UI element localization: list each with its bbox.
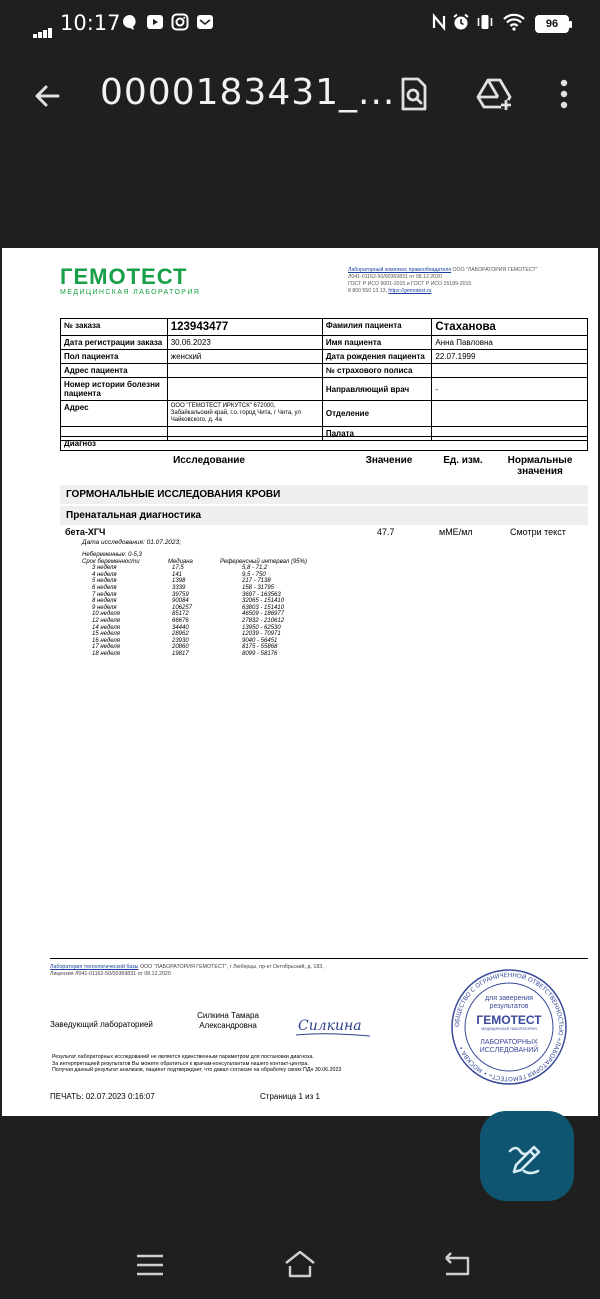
reference-row: 9 неделя 106257 63803 - 151410 bbox=[92, 604, 285, 611]
head-of-lab-label: Заведующий лабораторией bbox=[50, 1020, 153, 1029]
youtube-icon bbox=[146, 13, 164, 31]
test-date: Дата исследования: 01.07.2023; bbox=[82, 539, 181, 546]
back-nav-icon[interactable] bbox=[440, 1248, 474, 1282]
license-info: Лабораторный комплекс правообладателя ООО "ЛАБОРАТОРИЯ ГЕМОТЕСТ" Л041-01162-50/00369831 от 08.12.2020 ГОСТ Р ИСО 9001-2015 и ГОСТ Р ИСО 15189-2015 8 800 550 13 13, https://gemotest.ru bbox=[348, 267, 538, 294]
svg-text:ОБЩЕСТВО С ОГРАНИЧЕННОЙ ОТВЕТС: ОБЩЕСТВО С ОГРАНИЧЕННОЙ ОТВЕТСТВЕННОСТЬЮ «ЛАБОРАТОРИЯ ГЕМОТЕСТ» • МОСКВА • bbox=[453, 971, 565, 1083]
svg-text:МЕДИЦИНСКАЯ ЛАБОРАТОРИЯ: МЕДИЦИНСКАЯ ЛАБОРАТОРИЯ bbox=[481, 1027, 537, 1031]
more-vert-icon[interactable] bbox=[544, 74, 584, 114]
reference-row: 12 неделя 66676 27832 - 210612 bbox=[92, 617, 285, 624]
registration-date: 30.06.2023 bbox=[167, 336, 322, 350]
menu-icon[interactable] bbox=[133, 1248, 167, 1282]
reference-row: 8 неделя 90084 32065 - 151410 bbox=[92, 598, 285, 605]
referring-doctor: - bbox=[432, 378, 588, 401]
patient-info-table: № заказа 123943477 Фамилия пациента Стаханова Дата регистрации заказа 30.06.2023 Имя пациента Анна Павловна Пол пациента женский Дата рождения пациента 22.07.1999 Адрес пациента № страхового полиса Номер истории болезни пациента Направляющий врач - Адрес ООО "ГЕМОТЕСТ ИРКУТСК" 672000, Забайкальский край, г.о. город Чита, г Чита, ул Чайковского, д. 4а Отделение Палата bbox=[60, 318, 588, 441]
order-number: 123943477 bbox=[170, 321, 229, 333]
reference-row: 16 неделя 23930 9040 - 56451 bbox=[92, 637, 278, 644]
drive-add-icon[interactable] bbox=[474, 74, 514, 114]
signature bbox=[294, 1010, 374, 1040]
instagram-icon bbox=[171, 13, 189, 31]
chat-icon bbox=[121, 13, 139, 31]
svg-text:Силкина: Силкина bbox=[298, 1018, 362, 1034]
reference-row: 15 неделя 28962 12039 - 70971 bbox=[92, 631, 281, 638]
patient-surname: Стаханова bbox=[435, 321, 496, 333]
reference-row: 3 неделя 17,5 5,8 - 71,2 bbox=[92, 565, 268, 572]
patient-dob: 22.07.1999 bbox=[432, 350, 588, 364]
col-study: Исследование bbox=[173, 455, 245, 466]
reference-row: 10 неделя 85172 46509 - 186977 bbox=[92, 611, 285, 618]
reference-row: 5 неделя 1398 217 - 7138 bbox=[92, 578, 271, 585]
reference-table: Небеременные: 0-5,3 Срок беременности Медиана Референсный интервал (95%) 3 неделя 17,5 5,8 - 71,2 4 неделя 141 9,5 - 750 5 неделя 1398 217 - 7138 6 неделя 3339 158 - 31795 7 неделя 39759 3697 - 163563 8 неделя 90084 32065 - 151410 9 неделя 106257 63803 - 151410 10 неделя 85172 46509 - 186977 12 неделя 66676 27832 - 210612 14 неделя 34440 13950 - 62530 15 неделя 28962 12039 - 70971 16 неделя 23930 9040 - 56451 17 неделя 20860 8175 - 55868 18 неделя 19817 8099 - 58176 bbox=[82, 552, 307, 657]
reference-row: 14 неделя 34440 13950 - 62530 bbox=[92, 624, 281, 631]
svg-text:для заверения: для заверения bbox=[485, 995, 533, 1002]
col-normal: Нормальные значения bbox=[507, 455, 573, 477]
col-unit: Ед. изм. bbox=[443, 455, 483, 466]
reference-row: 18 неделя 19817 8099 - 58176 bbox=[92, 650, 278, 657]
home-icon[interactable] bbox=[283, 1248, 317, 1282]
patient-sex: женский bbox=[167, 350, 322, 364]
nfc-icon bbox=[430, 13, 448, 31]
mail-icon bbox=[196, 13, 214, 31]
disclaimer: Результат лабораторных исследований не является единственным параметром для постановки диагноза. За интерпретацией результатов Вы можете обратиться к врачам-консультантам нашего контакт-центра. Получая данный результат анализов, пациент подтверждает, что давал согласие на обработку своих ПДн 30.06.2023 bbox=[52, 1054, 342, 1074]
battery-icon: 96 bbox=[535, 15, 569, 33]
reference-row: 7 неделя 39759 3697 - 163563 bbox=[92, 591, 281, 598]
vibrate-icon bbox=[476, 13, 494, 31]
back-arrow-icon[interactable] bbox=[28, 76, 68, 116]
system-nav-bar bbox=[0, 1240, 600, 1299]
print-date: ПЕЧАТЬ: 02.07.2023 0:16:07 bbox=[50, 1092, 155, 1101]
license-link[interactable]: Лабораторный комплекс правообладателя bbox=[348, 267, 452, 273]
svg-text:ГЕМОТЕСТ: ГЕМОТЕСТ bbox=[476, 1013, 542, 1027]
test-unit: мМЕ/мл bbox=[439, 527, 473, 537]
edit-fab-button[interactable] bbox=[480, 1111, 574, 1201]
page-number: Страница 1 из 1 bbox=[260, 1092, 320, 1101]
pdf-page[interactable] bbox=[2, 248, 598, 1116]
head-of-lab-name: Силкина Тамара Александровна bbox=[197, 1011, 259, 1030]
alarm-icon bbox=[452, 13, 470, 31]
section-prenatal: Пренатальная диагностика bbox=[60, 506, 588, 525]
file-title: 0000183431_... bbox=[100, 72, 396, 113]
status-bar bbox=[0, 0, 600, 48]
status-time: 10:17 bbox=[60, 11, 121, 35]
document-search-icon[interactable] bbox=[394, 74, 434, 114]
website-link[interactable]: https://gemotest.ru bbox=[388, 288, 432, 294]
svg-text:ИССЛЕДОВАНИЙ: ИССЛЕДОВАНИЙ bbox=[479, 1047, 539, 1054]
test-name: бета-ХГЧ bbox=[65, 527, 106, 537]
test-value: 47.7 bbox=[377, 527, 395, 537]
diagnosis-row: Диагноз bbox=[60, 436, 588, 451]
section-hormonal: ГОРМОНАЛЬНЫЕ ИССЛЕДОВАНИЯ КРОВИ bbox=[60, 485, 588, 504]
lab-stamp bbox=[450, 968, 568, 1086]
edit-pen-icon bbox=[480, 1111, 574, 1201]
reference-row: 17 неделя 20860 8175 - 55868 bbox=[92, 644, 278, 651]
svg-text:ЛАБОРАТОРНЫХ: ЛАБОРАТОРНЫХ bbox=[480, 1039, 538, 1046]
wifi-icon bbox=[503, 13, 525, 31]
test-normal: Смотри текст bbox=[510, 527, 566, 537]
lab-address: ООО "ГЕМОТЕСТ ИРКУТСК" 672000, Забайкальский край, г.о. город Чита, г Чита, ул Чайковского, д. 4а bbox=[170, 403, 301, 423]
signal-icon bbox=[33, 20, 53, 38]
gemotest-logo: ГЕМОТЕСТ МЕДИЦИНСКАЯ ЛАБОРАТОРИЯ bbox=[60, 264, 201, 296]
lab-base-link[interactable]: Лаборатория технологической базы bbox=[50, 964, 139, 970]
app-toolbar bbox=[0, 48, 600, 140]
svg-text:результатов: результатов bbox=[489, 1003, 529, 1010]
reference-row: 6 неделя 3339 158 - 31795 bbox=[92, 584, 275, 591]
reference-row: 4 неделя 141 9,5 - 750 bbox=[92, 571, 266, 578]
col-value: Значение bbox=[365, 455, 413, 466]
patient-name: Анна Павловна bbox=[432, 336, 588, 350]
footer-divider bbox=[50, 958, 588, 959]
footer-license: Лаборатория технологической базы ООО "ЛАБОРАТОРИЯ ГЕМОТЕСТ", г Люберцы, пр-кт Октябрьский, д. 183, Лицензия Л041-01162-50/00369831 от 08.12.2020 bbox=[50, 964, 324, 977]
